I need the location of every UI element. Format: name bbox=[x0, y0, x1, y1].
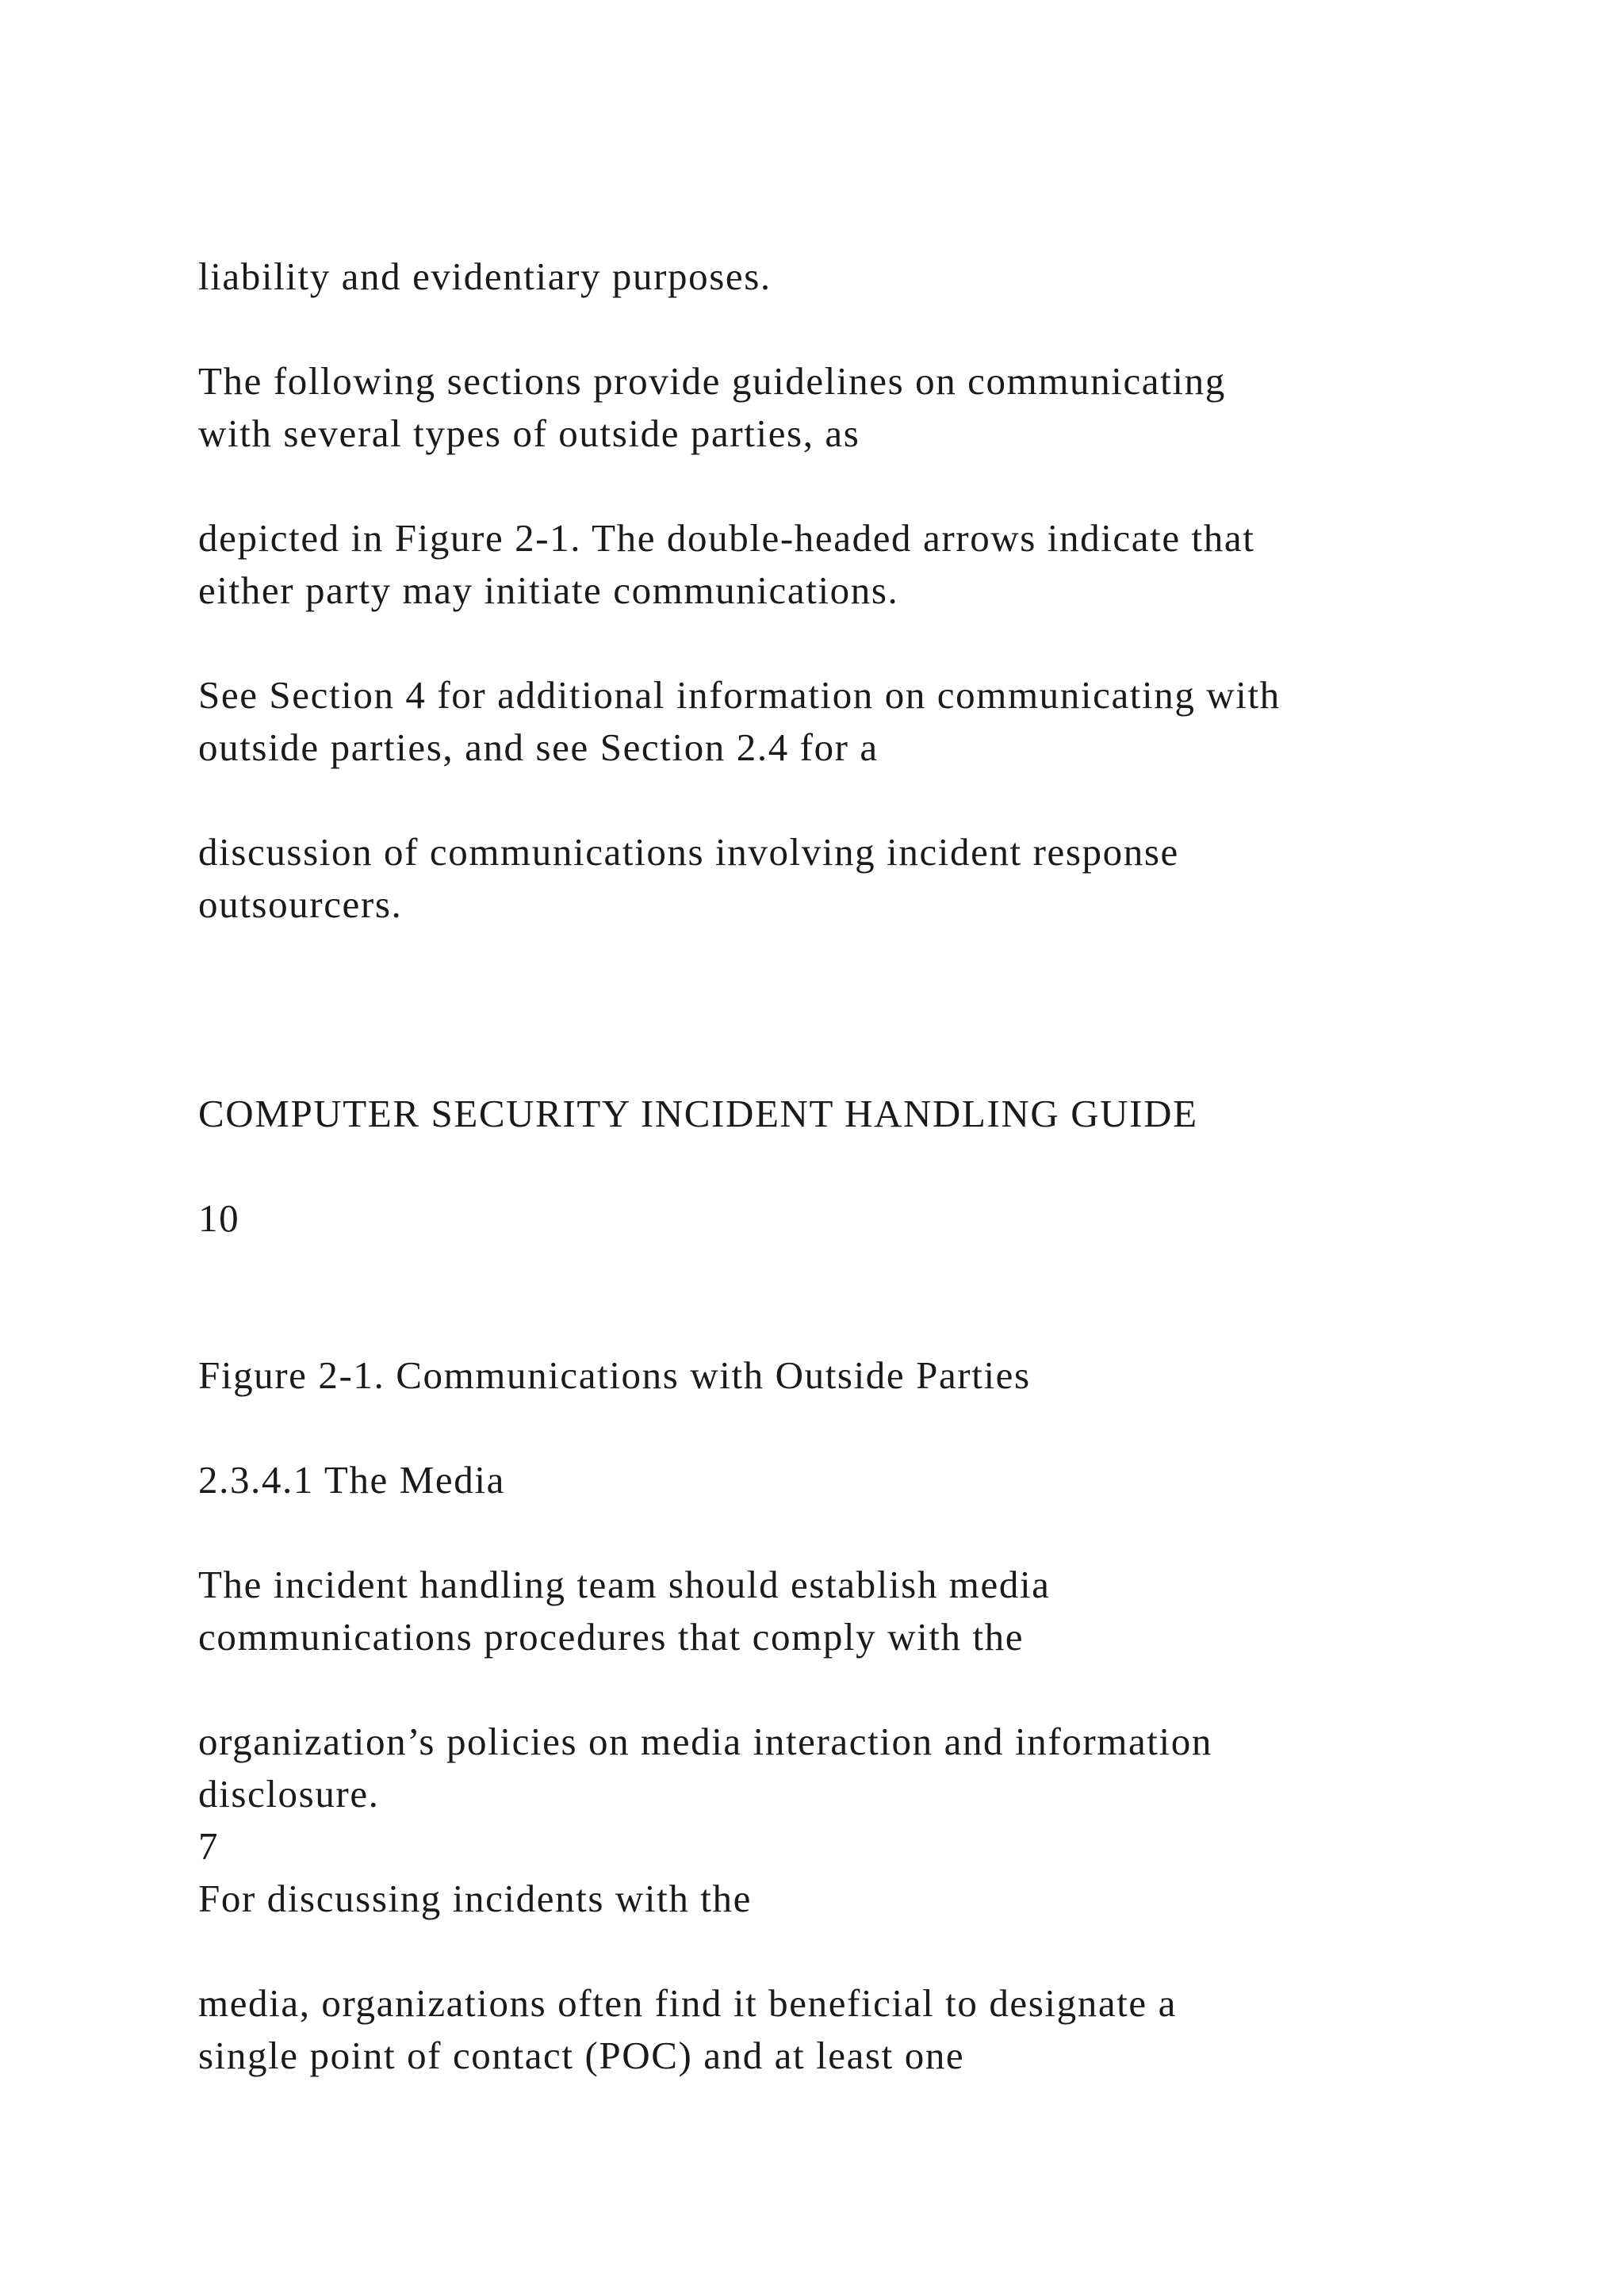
body-text-line: single point of contact (POC) and at least one bbox=[198, 2034, 965, 2077]
page-number: 10 bbox=[198, 1196, 240, 1240]
body-text-line: liability and evidentiary purposes. bbox=[198, 254, 772, 298]
body-text-line: disclosure. bbox=[198, 1772, 380, 1816]
body-text-line: outsourcers. bbox=[198, 882, 403, 926]
section-heading: 2.3.4.1 The Media bbox=[198, 1458, 505, 1502]
body-text-line: media, organizations often find it beneficial to designate a bbox=[198, 1981, 1177, 2025]
body-text-line: The following sections provide guidelines on communicating bbox=[198, 359, 1226, 403]
body-text-line: See Section 4 for additional information on communicating with bbox=[198, 673, 1281, 717]
body-text-line: outside parties, and see Section 2.4 for a bbox=[198, 725, 879, 769]
running-header: COMPUTER SECURITY INCIDENT HANDLING GUIDE bbox=[198, 1092, 1198, 1135]
figure-caption: Figure 2-1. Communications with Outside Parties bbox=[198, 1353, 1031, 1397]
body-text-line: with several types of outside parties, as bbox=[198, 411, 860, 455]
body-text-line: The incident handling team should establish media bbox=[198, 1563, 1051, 1606]
body-text-line: either party may initiate communications. bbox=[198, 568, 899, 612]
body-text-line: discussion of communications involving incident response bbox=[198, 830, 1179, 874]
body-text-line: depicted in Figure 2-1. The double-headed arrows indicate that bbox=[198, 516, 1255, 560]
footnote-reference: 7 bbox=[198, 1824, 220, 1868]
body-text-line: communications procedures that comply with the bbox=[198, 1615, 1025, 1659]
body-text-line: For discussing incidents with the bbox=[198, 1877, 752, 1920]
body-text-line: organization’s policies on media interaction and information bbox=[198, 1720, 1212, 1763]
